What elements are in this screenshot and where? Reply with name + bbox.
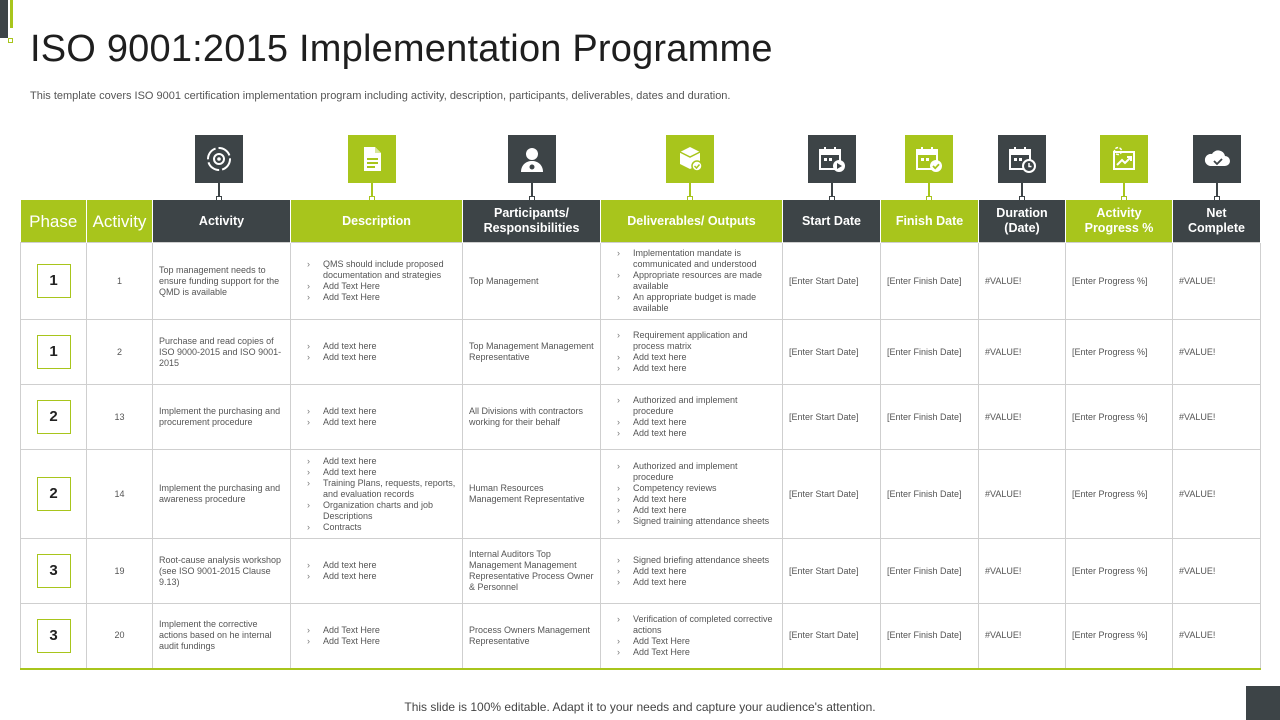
participants-cell: Top Management xyxy=(463,243,601,320)
description-item: › Training Plans, requests, reports, and evaluation records xyxy=(307,478,456,500)
description-item: › Add Text Here xyxy=(307,281,456,292)
activity-number-cell: 14 xyxy=(87,450,153,539)
deliverables-list xyxy=(607,330,776,374)
description-item: › QMS should include proposed documentation and strategies xyxy=(307,259,456,281)
phase-cell xyxy=(21,539,87,604)
finish-date-cell: [Enter Finish Date] xyxy=(881,539,979,604)
progress-cell: [Enter Progress %] xyxy=(1066,604,1173,669)
header-deliverables: Deliverables/ Outputs xyxy=(601,200,783,243)
cloud-check-icon xyxy=(1193,135,1241,183)
phase-cell xyxy=(21,243,87,320)
table-row xyxy=(21,539,1261,604)
description-item: › Add text here xyxy=(307,571,456,582)
activity-cell: Top management needs to ensure funding support for the QMD is available xyxy=(153,243,291,320)
table-row xyxy=(21,320,1261,385)
header-duration: Duration (Date) xyxy=(979,200,1066,243)
column-icons-row xyxy=(0,0,1280,210)
deliverables-cell xyxy=(601,243,783,320)
page-title: ISO 9001:2015 Implementation Programme xyxy=(30,28,773,70)
deliverable-item: › An appropriate budget is made available xyxy=(617,292,776,314)
table-header-row xyxy=(21,200,1261,243)
description-item: › Organization charts and job Descriptions xyxy=(307,500,456,522)
deliverables-cell xyxy=(601,450,783,539)
activity-number-cell: 2 xyxy=(87,320,153,385)
document-icon xyxy=(348,135,396,183)
description-item: › Add text here xyxy=(307,560,456,571)
duration-cell: #VALUE! xyxy=(979,450,1066,539)
deliverable-item: › Competency reviews xyxy=(617,483,776,494)
description-list xyxy=(297,341,456,363)
net-complete-cell: #VALUE! xyxy=(1173,450,1261,539)
activity-cell: Root-cause analysis workshop (see ISO 9001-2015 Clause 9.13) xyxy=(153,539,291,604)
deliverable-item: › Add text here xyxy=(617,352,776,363)
start-date-cell: [Enter Start Date] xyxy=(783,320,881,385)
description-cell xyxy=(291,243,463,320)
activity-cell: Purchase and read copies of ISO 9000-2015 and ISO 9001-2015 xyxy=(153,320,291,385)
description-list xyxy=(297,406,456,428)
progress-cell: [Enter Progress %] xyxy=(1066,243,1173,320)
participants-cell: Top Management Management Representative xyxy=(463,320,601,385)
growth-chart-icon xyxy=(1100,135,1148,183)
deliverables-cell xyxy=(601,320,783,385)
description-cell xyxy=(291,320,463,385)
implementation-table xyxy=(20,200,1261,670)
deliverables-list xyxy=(607,614,776,658)
participants-cell: All Divisions with contractors working for their behalf xyxy=(463,385,601,450)
description-cell xyxy=(291,385,463,450)
participants-cell: Process Owners Management Representative xyxy=(463,604,601,669)
deliverable-item: › Add text here xyxy=(617,494,776,505)
phase-cell xyxy=(21,450,87,539)
participants-cell: Internal Auditors Top Management Management Representative Process Owner & Personnel xyxy=(463,539,601,604)
deliverable-item: › Verification of completed corrective actions xyxy=(617,614,776,636)
deliverable-item: › Requirement application and process matrix xyxy=(617,330,776,352)
description-list xyxy=(297,560,456,582)
header-activity: Activity xyxy=(153,200,291,243)
deliverable-item: › Authorized and implement procedure xyxy=(617,395,776,417)
header-net-complete: Net Complete xyxy=(1173,200,1261,243)
description-item: › Add text here xyxy=(307,406,456,417)
deliverable-item: › Add text here xyxy=(617,363,776,374)
table-row xyxy=(21,243,1261,320)
net-complete-cell: #VALUE! xyxy=(1173,385,1261,450)
header-participants: Participants/ Responsibilities xyxy=(463,200,601,243)
deliverable-item: › Add text here xyxy=(617,505,776,516)
duration-cell: #VALUE! xyxy=(979,539,1066,604)
deliverables-list xyxy=(607,555,776,588)
deliverables-list xyxy=(607,248,776,314)
progress-cell: [Enter Progress %] xyxy=(1066,450,1173,539)
finish-date-cell: [Enter Finish Date] xyxy=(881,320,979,385)
deliverable-item: › Add text here xyxy=(617,566,776,577)
table-body xyxy=(21,243,1261,669)
table-row xyxy=(21,604,1261,669)
corner-footer-block xyxy=(1246,686,1280,720)
finish-date-cell: [Enter Finish Date] xyxy=(881,450,979,539)
description-item: › Add text here xyxy=(307,467,456,478)
description-cell xyxy=(291,539,463,604)
deliverable-item: › Signed training attendance sheets xyxy=(617,516,776,527)
description-item: › Add text here xyxy=(307,417,456,428)
phase-badge: 1 xyxy=(37,335,71,369)
net-complete-cell: #VALUE! xyxy=(1173,243,1261,320)
deliverables-cell xyxy=(601,539,783,604)
description-item: › Contracts xyxy=(307,522,456,533)
user-icon xyxy=(508,135,556,183)
participants-cell: Human Resources Management Representative xyxy=(463,450,601,539)
duration-cell: #VALUE! xyxy=(979,385,1066,450)
progress-cell: [Enter Progress %] xyxy=(1066,539,1173,604)
header-description: Description xyxy=(291,200,463,243)
deliverable-item: › Appropriate resources are made available xyxy=(617,270,776,292)
deliverables-list xyxy=(607,461,776,527)
description-item: › Add text here xyxy=(307,341,456,352)
phase-badge: 3 xyxy=(37,554,71,588)
phase-badge: 1 xyxy=(37,264,71,298)
description-item: › Add Text Here xyxy=(307,292,456,303)
finish-date-cell: [Enter Finish Date] xyxy=(881,604,979,669)
header-progress: Activity Progress % xyxy=(1066,200,1173,243)
footer-note: This slide is 100% editable. Adapt it to your needs and capture your audience's attention. xyxy=(404,700,876,714)
deliverable-item: › Add text here xyxy=(617,428,776,439)
deliverable-item: › Signed briefing attendance sheets xyxy=(617,555,776,566)
table-row xyxy=(21,385,1261,450)
progress-cell: [Enter Progress %] xyxy=(1066,385,1173,450)
description-list xyxy=(297,259,456,303)
gear-cycle-icon xyxy=(195,135,243,183)
description-list xyxy=(297,625,456,647)
calendar-play-icon xyxy=(808,135,856,183)
calendar-clock-icon xyxy=(998,135,1046,183)
header-activity-number: Activity xyxy=(87,200,153,243)
deliverable-item: › Add Text Here xyxy=(617,636,776,647)
deliverable-item: › Add text here xyxy=(617,417,776,428)
description-cell xyxy=(291,450,463,539)
phase-cell xyxy=(21,604,87,669)
duration-cell: #VALUE! xyxy=(979,320,1066,385)
progress-cell: [Enter Progress %] xyxy=(1066,320,1173,385)
duration-cell: #VALUE! xyxy=(979,604,1066,669)
description-item: › Add Text Here xyxy=(307,625,456,636)
description-item: › Add text here xyxy=(307,456,456,467)
calendar-check-icon xyxy=(905,135,953,183)
deliverable-item: › Implementation mandate is communicated and understood xyxy=(617,248,776,270)
activity-number-cell: 13 xyxy=(87,385,153,450)
deliverables-list xyxy=(607,395,776,439)
deliverable-item: › Authorized and implement procedure xyxy=(617,461,776,483)
deliverable-item: › Add text here xyxy=(617,577,776,588)
duration-cell: #VALUE! xyxy=(979,243,1066,320)
phase-badge: 2 xyxy=(37,400,71,434)
phase-badge: 3 xyxy=(37,619,71,653)
deliverable-item: › Add Text Here xyxy=(617,647,776,658)
activity-cell: Implement the purchasing and procurement procedure xyxy=(153,385,291,450)
finish-date-cell: [Enter Finish Date] xyxy=(881,243,979,320)
description-cell xyxy=(291,604,463,669)
header-phase: Phase xyxy=(21,200,87,243)
deliverables-cell xyxy=(601,604,783,669)
phase-badge: 2 xyxy=(37,477,71,511)
net-complete-cell: #VALUE! xyxy=(1173,604,1261,669)
finish-date-cell: [Enter Finish Date] xyxy=(881,385,979,450)
deliverables-cell xyxy=(601,385,783,450)
activity-cell: Implement the purchasing and awareness procedure xyxy=(153,450,291,539)
page-subtitle: This template covers ISO 9001 certification implementation program including activity, description, participants, deliverables, dates and duration. xyxy=(30,90,731,102)
net-complete-cell: #VALUE! xyxy=(1173,539,1261,604)
net-complete-cell: #VALUE! xyxy=(1173,320,1261,385)
phase-cell xyxy=(21,320,87,385)
start-date-cell: [Enter Start Date] xyxy=(783,539,881,604)
activity-number-cell: 20 xyxy=(87,604,153,669)
activity-number-cell: 1 xyxy=(87,243,153,320)
activity-cell: Implement the corrective actions based on he internal audit fundings xyxy=(153,604,291,669)
start-date-cell: [Enter Start Date] xyxy=(783,604,881,669)
header-start-date: Start Date xyxy=(783,200,881,243)
package-check-icon xyxy=(666,135,714,183)
activity-number-cell: 19 xyxy=(87,539,153,604)
description-item: › Add text here xyxy=(307,352,456,363)
description-item: › Add Text Here xyxy=(307,636,456,647)
start-date-cell: [Enter Start Date] xyxy=(783,385,881,450)
start-date-cell: [Enter Start Date] xyxy=(783,450,881,539)
header-finish-date: Finish Date xyxy=(881,200,979,243)
description-list xyxy=(297,456,456,533)
phase-cell xyxy=(21,385,87,450)
start-date-cell: [Enter Start Date] xyxy=(783,243,881,320)
table-row xyxy=(21,450,1261,539)
